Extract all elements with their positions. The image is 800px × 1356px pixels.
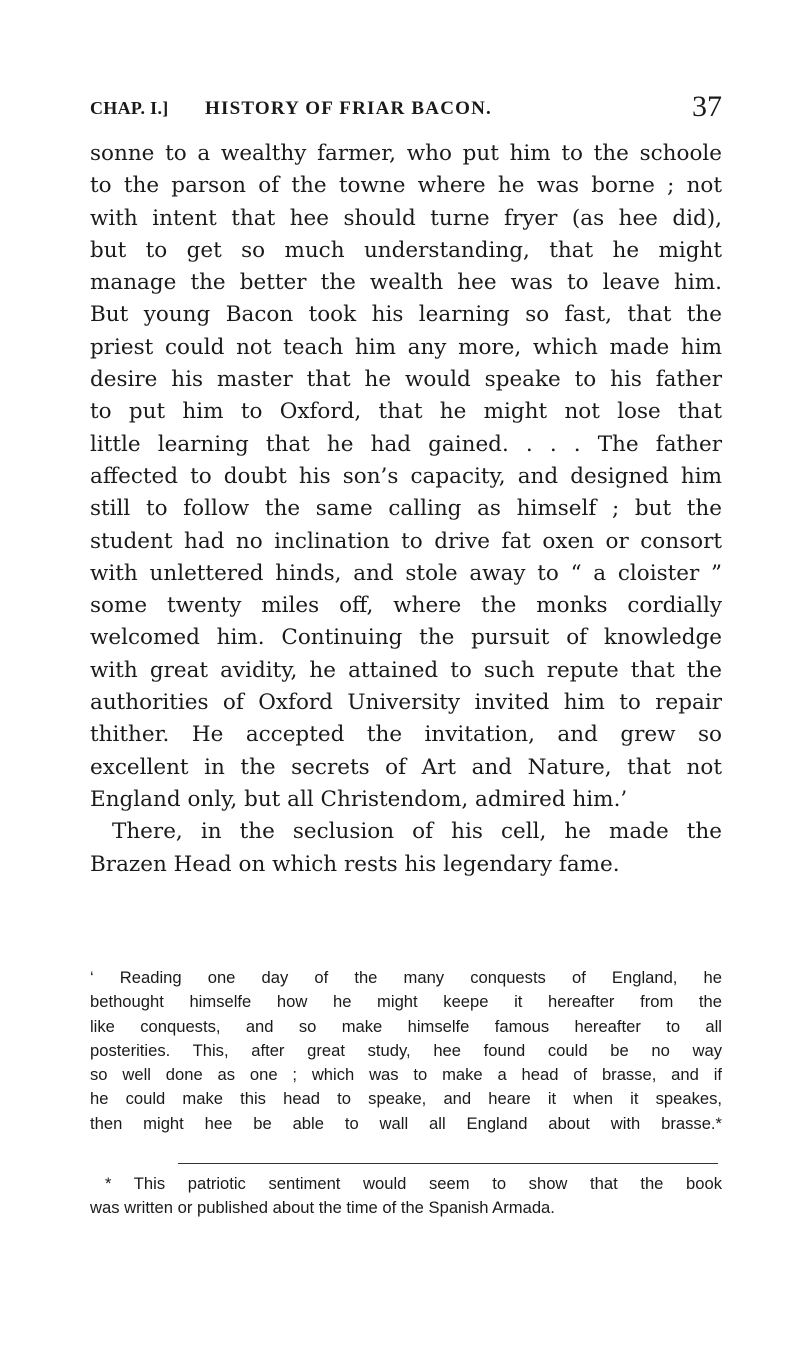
body-line: with intent that hee should turne fryer (as hee did),	[90, 205, 722, 231]
body-text	[90, 138, 722, 881]
body-line: sonne to a wealthy farmer, who put him to the schoole	[90, 141, 722, 166]
body-line: to the parson of the towne where he was borne ; not	[90, 173, 722, 199]
quote-line: so well done as one ; which was to make a head of brasse, and if	[90, 1065, 722, 1085]
body-line: little learning that he had gained. . . . The father	[90, 431, 722, 457]
body-line: affected to doubt his son’s capacity, and designed him	[90, 463, 722, 489]
footnote-divider	[178, 1163, 718, 1164]
body-line: authorities of Oxford University invited him to repair	[90, 690, 722, 716]
running-title: HISTORY OF FRIAR BACON.	[205, 98, 492, 119]
body-line: thither. He accepted the invitation, and grew so	[90, 722, 722, 748]
page-number: 37	[692, 90, 722, 123]
body-line: welcomed him. Continuing the pursuit of knowledge	[90, 625, 722, 651]
body-line: still to follow the same calling as himself ; but the	[90, 496, 722, 522]
running-head	[90, 90, 722, 128]
quote-line: bethought himselfe how he might keepe it hereafter from the	[90, 992, 722, 1012]
quote-line: he could make this head to speake, and heare it when it speakes,	[90, 1089, 722, 1109]
body-line: There, in the seclusion of his cell, he made the	[112, 819, 722, 845]
body-line: England only, but all Christendom, admired him.’	[90, 786, 628, 812]
body-line: manage the better the wealth hee was to leave him.	[90, 270, 722, 296]
quote-line: posterities. This, after great study, hee found could be no way	[90, 1040, 722, 1060]
body-line: desire his master that he would speake to his father	[90, 367, 722, 393]
body-line: student had no inclination to drive fat oxen or consort	[90, 528, 722, 554]
quote-line: like conquests, and so make himselfe famous hereafter to all	[90, 1016, 722, 1036]
quote-line: ‘ Reading one day of the many conquests of England, he	[90, 968, 722, 987]
body-line: but to get so much understanding, that he might	[90, 237, 722, 263]
footnote	[90, 1172, 722, 1220]
body-line: priest could not teach him any more, which made him	[90, 334, 722, 360]
body-line: to put him to Oxford, that he might not lose that	[90, 399, 722, 425]
body-line: But young Bacon took his learning so fast, that the	[90, 302, 722, 328]
footnote-line: * This patriotic sentiment would seem to show that the book	[105, 1174, 722, 1193]
quoted-passage	[90, 966, 722, 1136]
body-line: Brazen Head on which rests his legendary fame.	[90, 851, 620, 877]
body-line: excellent in the secrets of Art and Nature, that not	[90, 754, 722, 780]
quote-line: then might hee be able to wall all England about with brasse.*	[90, 1113, 722, 1133]
body-line: some twenty miles off, where the monks cordially	[90, 593, 722, 619]
footnote-line: was written or published about the time of the Spanish Armada.	[90, 1198, 555, 1217]
body-line: with great avidity, he attained to such repute that the	[90, 657, 722, 683]
body-line: with unlettered hinds, and stole away to “ a cloister ”	[90, 560, 722, 586]
chapter-label: CHAP. I.]	[90, 98, 169, 118]
